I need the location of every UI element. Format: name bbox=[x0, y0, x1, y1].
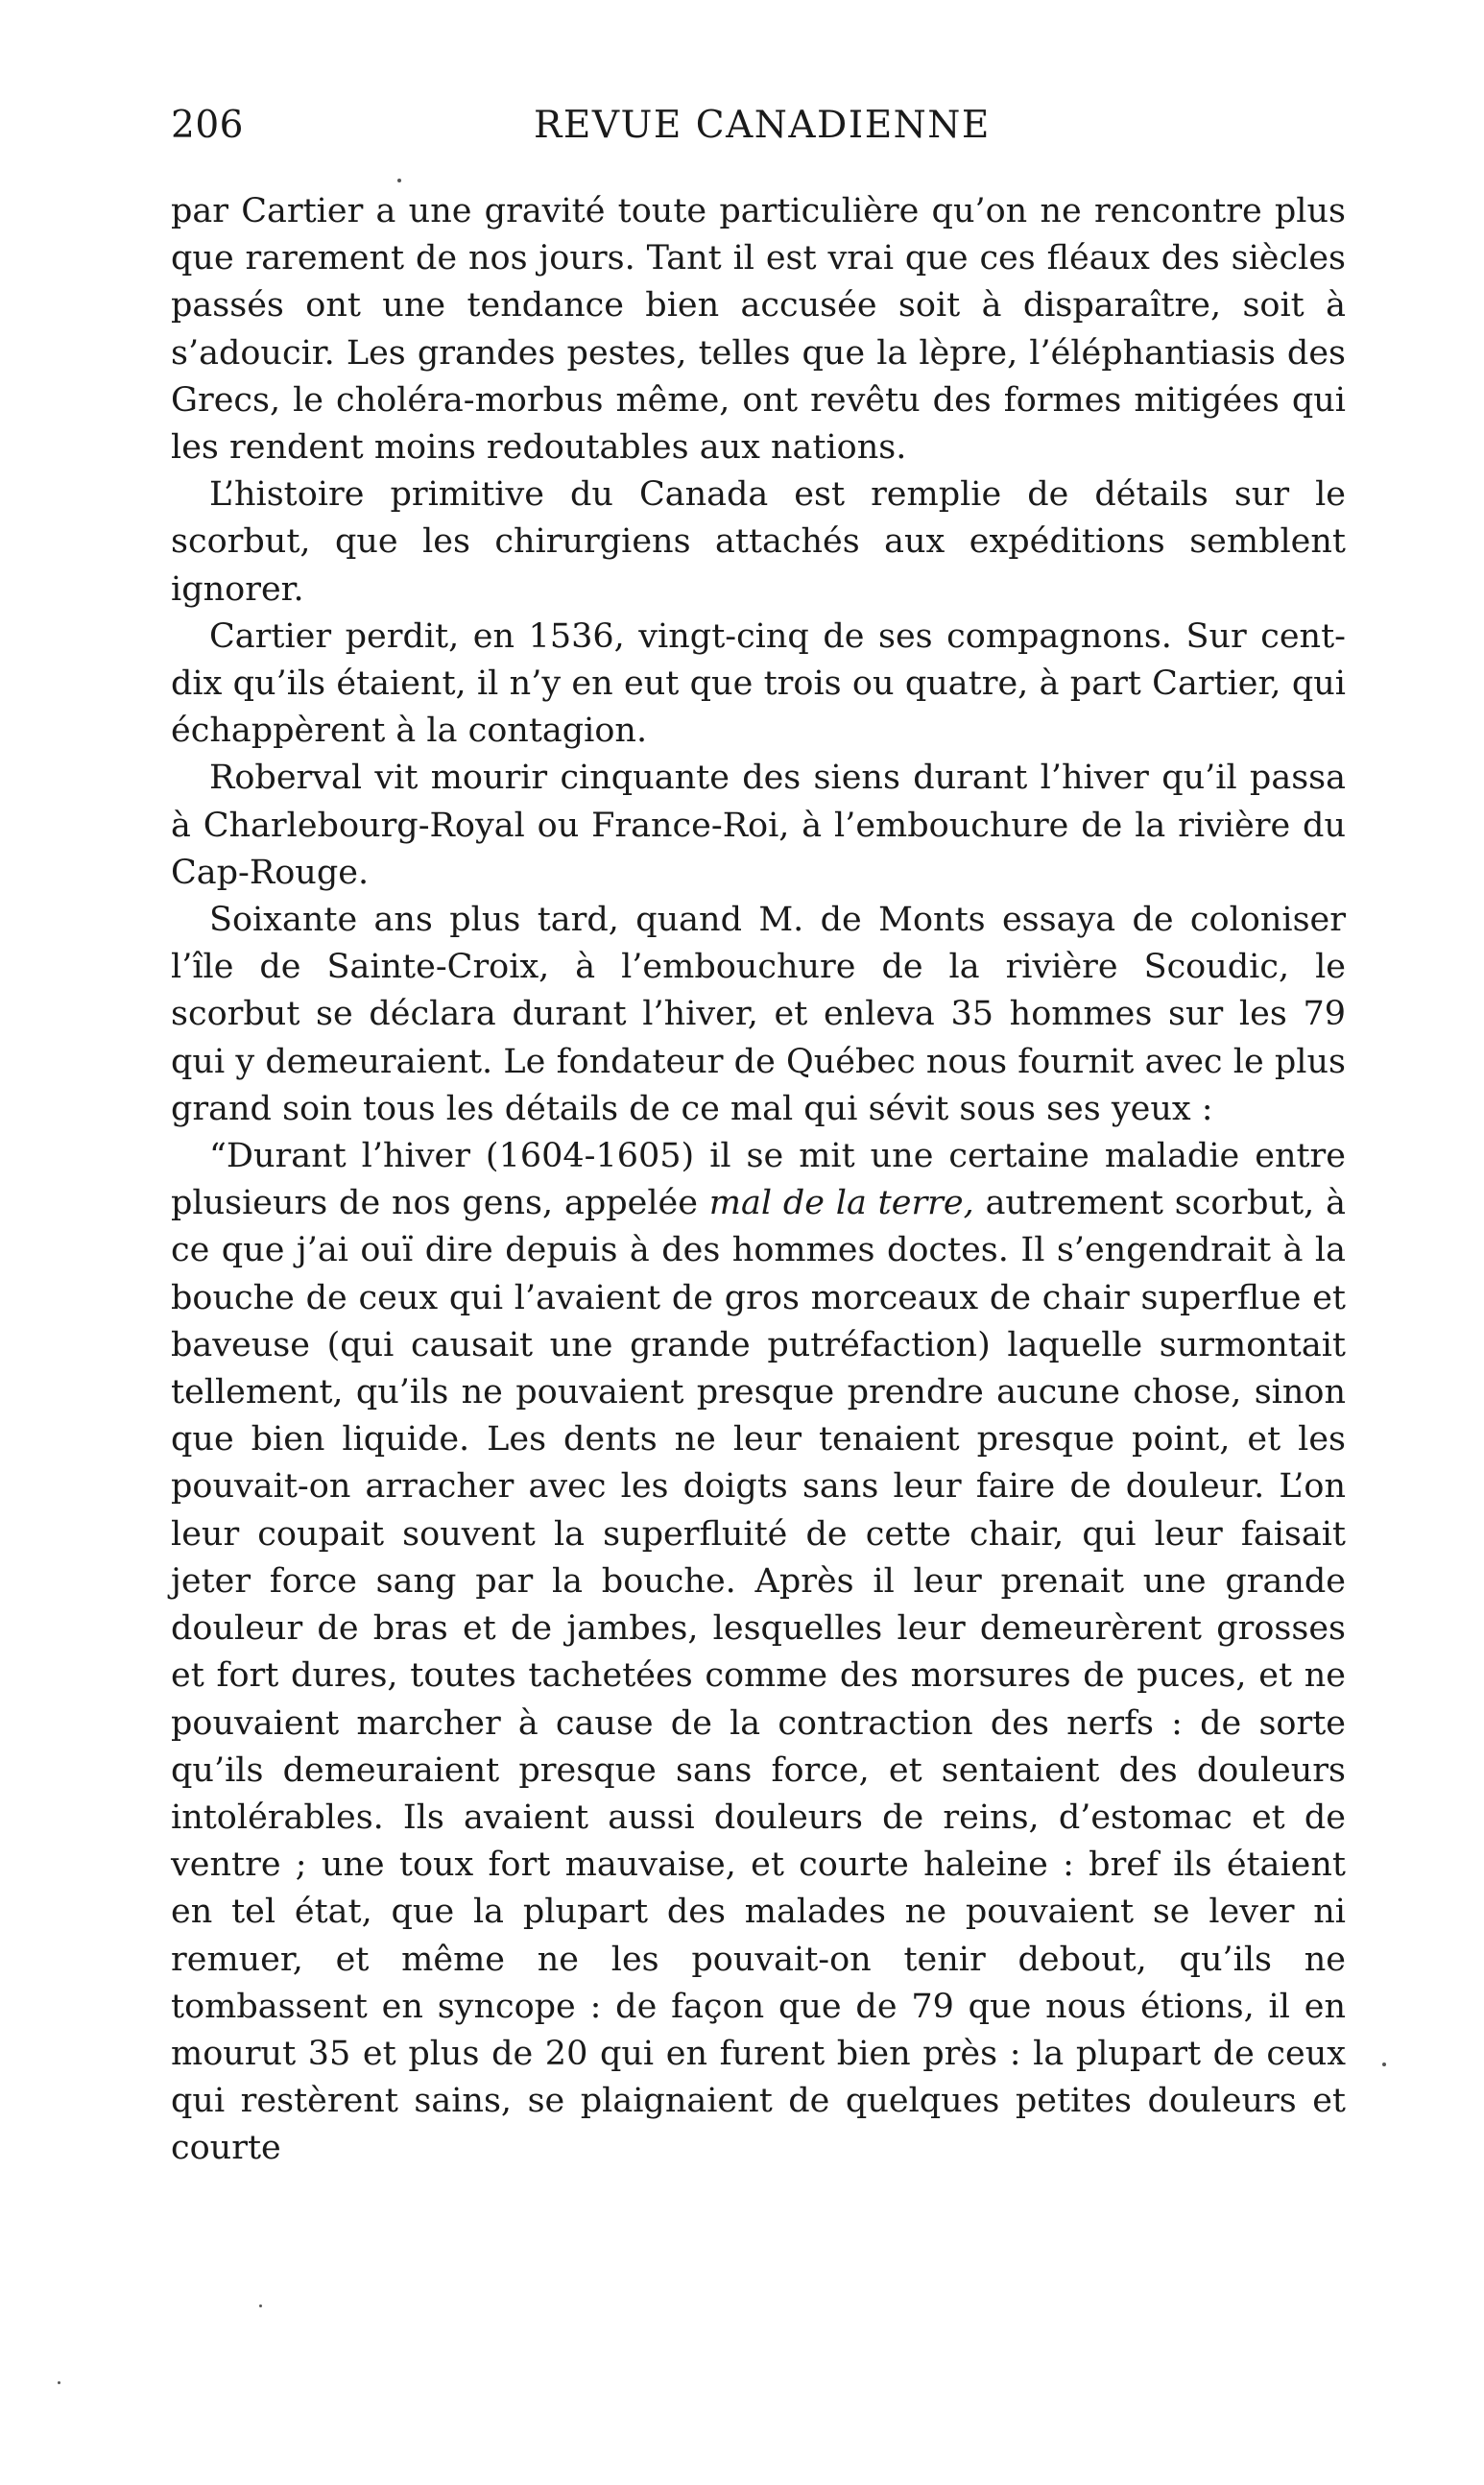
running-head: REVUE CANADIENNE bbox=[534, 104, 991, 147]
paragraph: Soixante ans plus tard, quand M. de Monts essaya de coloniser l’île de Sainte-Croix, à l’embouchure de la rivière Scoudic, le scorbut se déclara durant l’hiver, et enleva 35 hommes sur les 79 qui y demeuraient. Le fondateur de Québec nous fournit avec le plus grand soin tous les détails de ce mal qui sévit sous ses yeux : bbox=[171, 901, 1346, 1128]
print-speck bbox=[397, 179, 401, 182]
quote-text-after: autrement scorbut, à ce que j’ai ouï dire depuis à des hommes doctes. Il s’engendrait à la bouche de ceux qui l’avaient de gros morceaux de chair superflue et baveuse (qui causait une grande putréfaction) laquelle surmontait tellement, qu’ils ne pouvaient presque prendre aucune chose, sinon que bien liquide. Les dents ne leur tenaient presque point, et les pouvait-on arracher avec les doigts sans leur faire de douleur. L’on leur coupait souvent la superfluité de cette chair, qui leur faisait jeter force sang par la bouche. Après il leur prenait une grande douleur de bras et de jambes, lesquelles leur demeurèrent grosses et fort dures, toutes tachetées comme des morsures de puces, et ne pouvaient marcher à cause de la contraction des nerfs : de sorte qu’ils demeuraient presque sans force, et sentaient des douleurs intolérables. Ils avaient aussi douleurs de reins, d’estomac et de ventre ; une toux fort mauvaise, et courte haleine : bref ils étaient en tel état, que la plupart des malades ne pouvaient se lever ni remuer, et même ne les pouvait-on tenir debout, qu’ils ne tombassent en syncope : de façon que de 79 que nous étions, il en mourut 35 et plus de 20 qui en furent bien près : la plupart de ceux qui restèrent sains, se plaignaient de quelques petites douleurs et courte bbox=[171, 1184, 1346, 2168]
print-speck bbox=[1382, 2063, 1386, 2066]
body-text bbox=[171, 188, 1346, 2173]
paragraph: Roberval vit mourir cinquante des siens durant l’hiver qu’il passa à Charlebourg-Royal ou France-Roi, à l’embouchure de la rivière du Cap-Rouge. bbox=[171, 759, 1346, 892]
print-speck bbox=[58, 2381, 60, 2384]
page-header bbox=[171, 104, 1353, 161]
quoted-paragraph bbox=[171, 1133, 1346, 2172]
print-speck bbox=[259, 2304, 262, 2307]
paragraph: L’histoire primitive du Canada est remplie de détails sur le scorbut, que les chirurgiens attachés aux expéditions semblent ignorer. bbox=[171, 475, 1346, 609]
quote-italic-term: mal de la terre, bbox=[708, 1184, 974, 1223]
quote-text-before: “Durant l’hiver (1604-1605) il se mit une certaine maladie entre plusieurs de nos gens, appelée bbox=[171, 1137, 1346, 1223]
paragraph: par Cartier a une gravité toute particulière qu’on ne rencontre plus que rarement de nos jours. Tant il est vrai que ces fléaux des siècles passés ont une tendance bien accusée soit à disparaître, soit à s’adoucir. Les grandes pestes, telles que la lèpre, l’éléphantiasis des Grecs, le choléra-morbus même, ont revêtu des formes mitigées qui les rendent moins redoutables aux nations. bbox=[171, 192, 1346, 468]
page-number: 206 bbox=[171, 104, 244, 147]
paragraph: Cartier perdit, en 1536, vingt-cinq de ses compagnons. Sur cent-dix qu’ils étaient, il n’y en eut que trois ou quatre, à part Cartier, qui échappèrent à la contagion. bbox=[171, 616, 1346, 751]
